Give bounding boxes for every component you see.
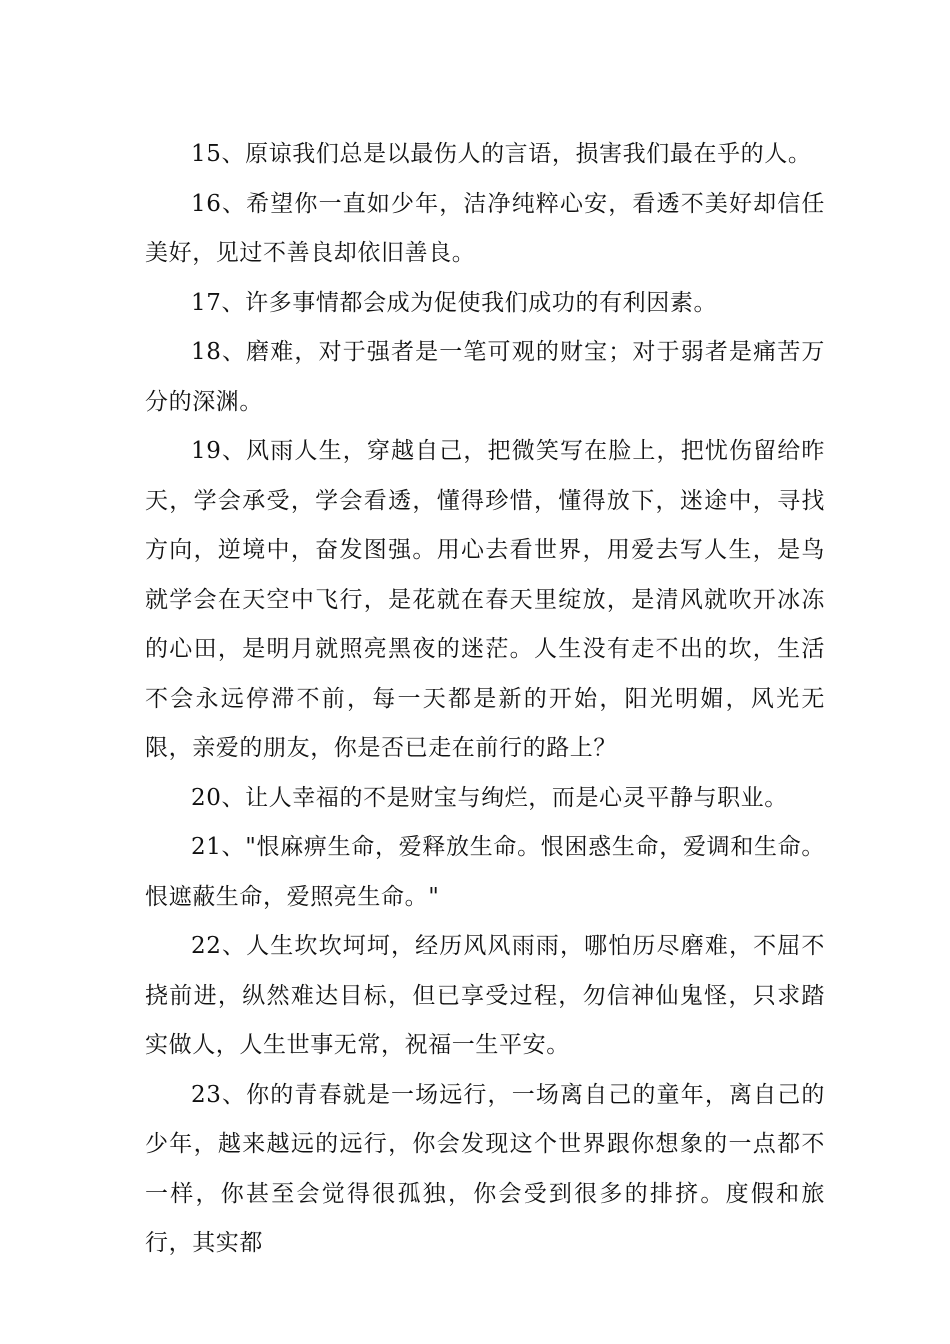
- paragraph-22: 22、人生坎坎坷坷，经历风风雨雨，哪怕历尽磨难，不屈不挠前进，纵然难达目标，但已享受过程，勿信神仙鬼怪，只求踏实做人，人生世事无常，祝福一生平安。: [145, 933, 825, 1058]
- paragraph-19: 19、风雨人生，穿越自己，把微笑写在脸上，把忧伤留给昨天，学会承受，学会看透，懂得珍惜，懂得放下，迷途中，寻找方向，逆境中，奋发图强。用心去看世界，用爱去写人生，是鸟就学会在天空中飞行，是花就在春天里绽放，是清风就吹开冰冻的心田，是明月就照亮黑夜的迷茫。人生没有走不出的坎，生活不会永远停滞不前，每一天都是新的开始，阳光明媚，风光无限，亲爱的朋友，你是否已走在前行的路上？: [145, 438, 825, 761]
- paragraph-17: 17、许多事情都会成为促使我们成功的有利因素。: [191, 289, 718, 316]
- paragraph-18: 18、磨难，对于强者是一笔可观的财宝；对于弱者是痛苦万分的深渊。: [145, 339, 825, 415]
- paragraph-21: 21、"恨麻痹生命，爱释放生命。恨困惑生命，爱调和生命。恨遮蔽生命，爱照亮生命。": [145, 834, 825, 910]
- paragraph-16: 16、希望你一直如少年，洁净纯粹心安，看透不美好却信任美好，见过不善良却依旧善良。: [145, 190, 825, 266]
- paragraph-15: 15、原谅我们总是以最伤人的言语，损害我们最在乎的人。: [191, 141, 812, 167]
- paragraph-20: 20、让人幸福的不是财宝与绚烂，而是心灵平静与职业。: [191, 784, 788, 811]
- document-body: [145, 130, 825, 1269]
- paragraph-23: 23、你的青春就是一场远行，一场离自己的童年，离自己的少年，越来越远的远行，你会发现这个世界跟你想象的一点都不一样，你甚至会觉得很孤独，你会受到很多的排挤。度假和旅行，其实都: [145, 1081, 825, 1256]
